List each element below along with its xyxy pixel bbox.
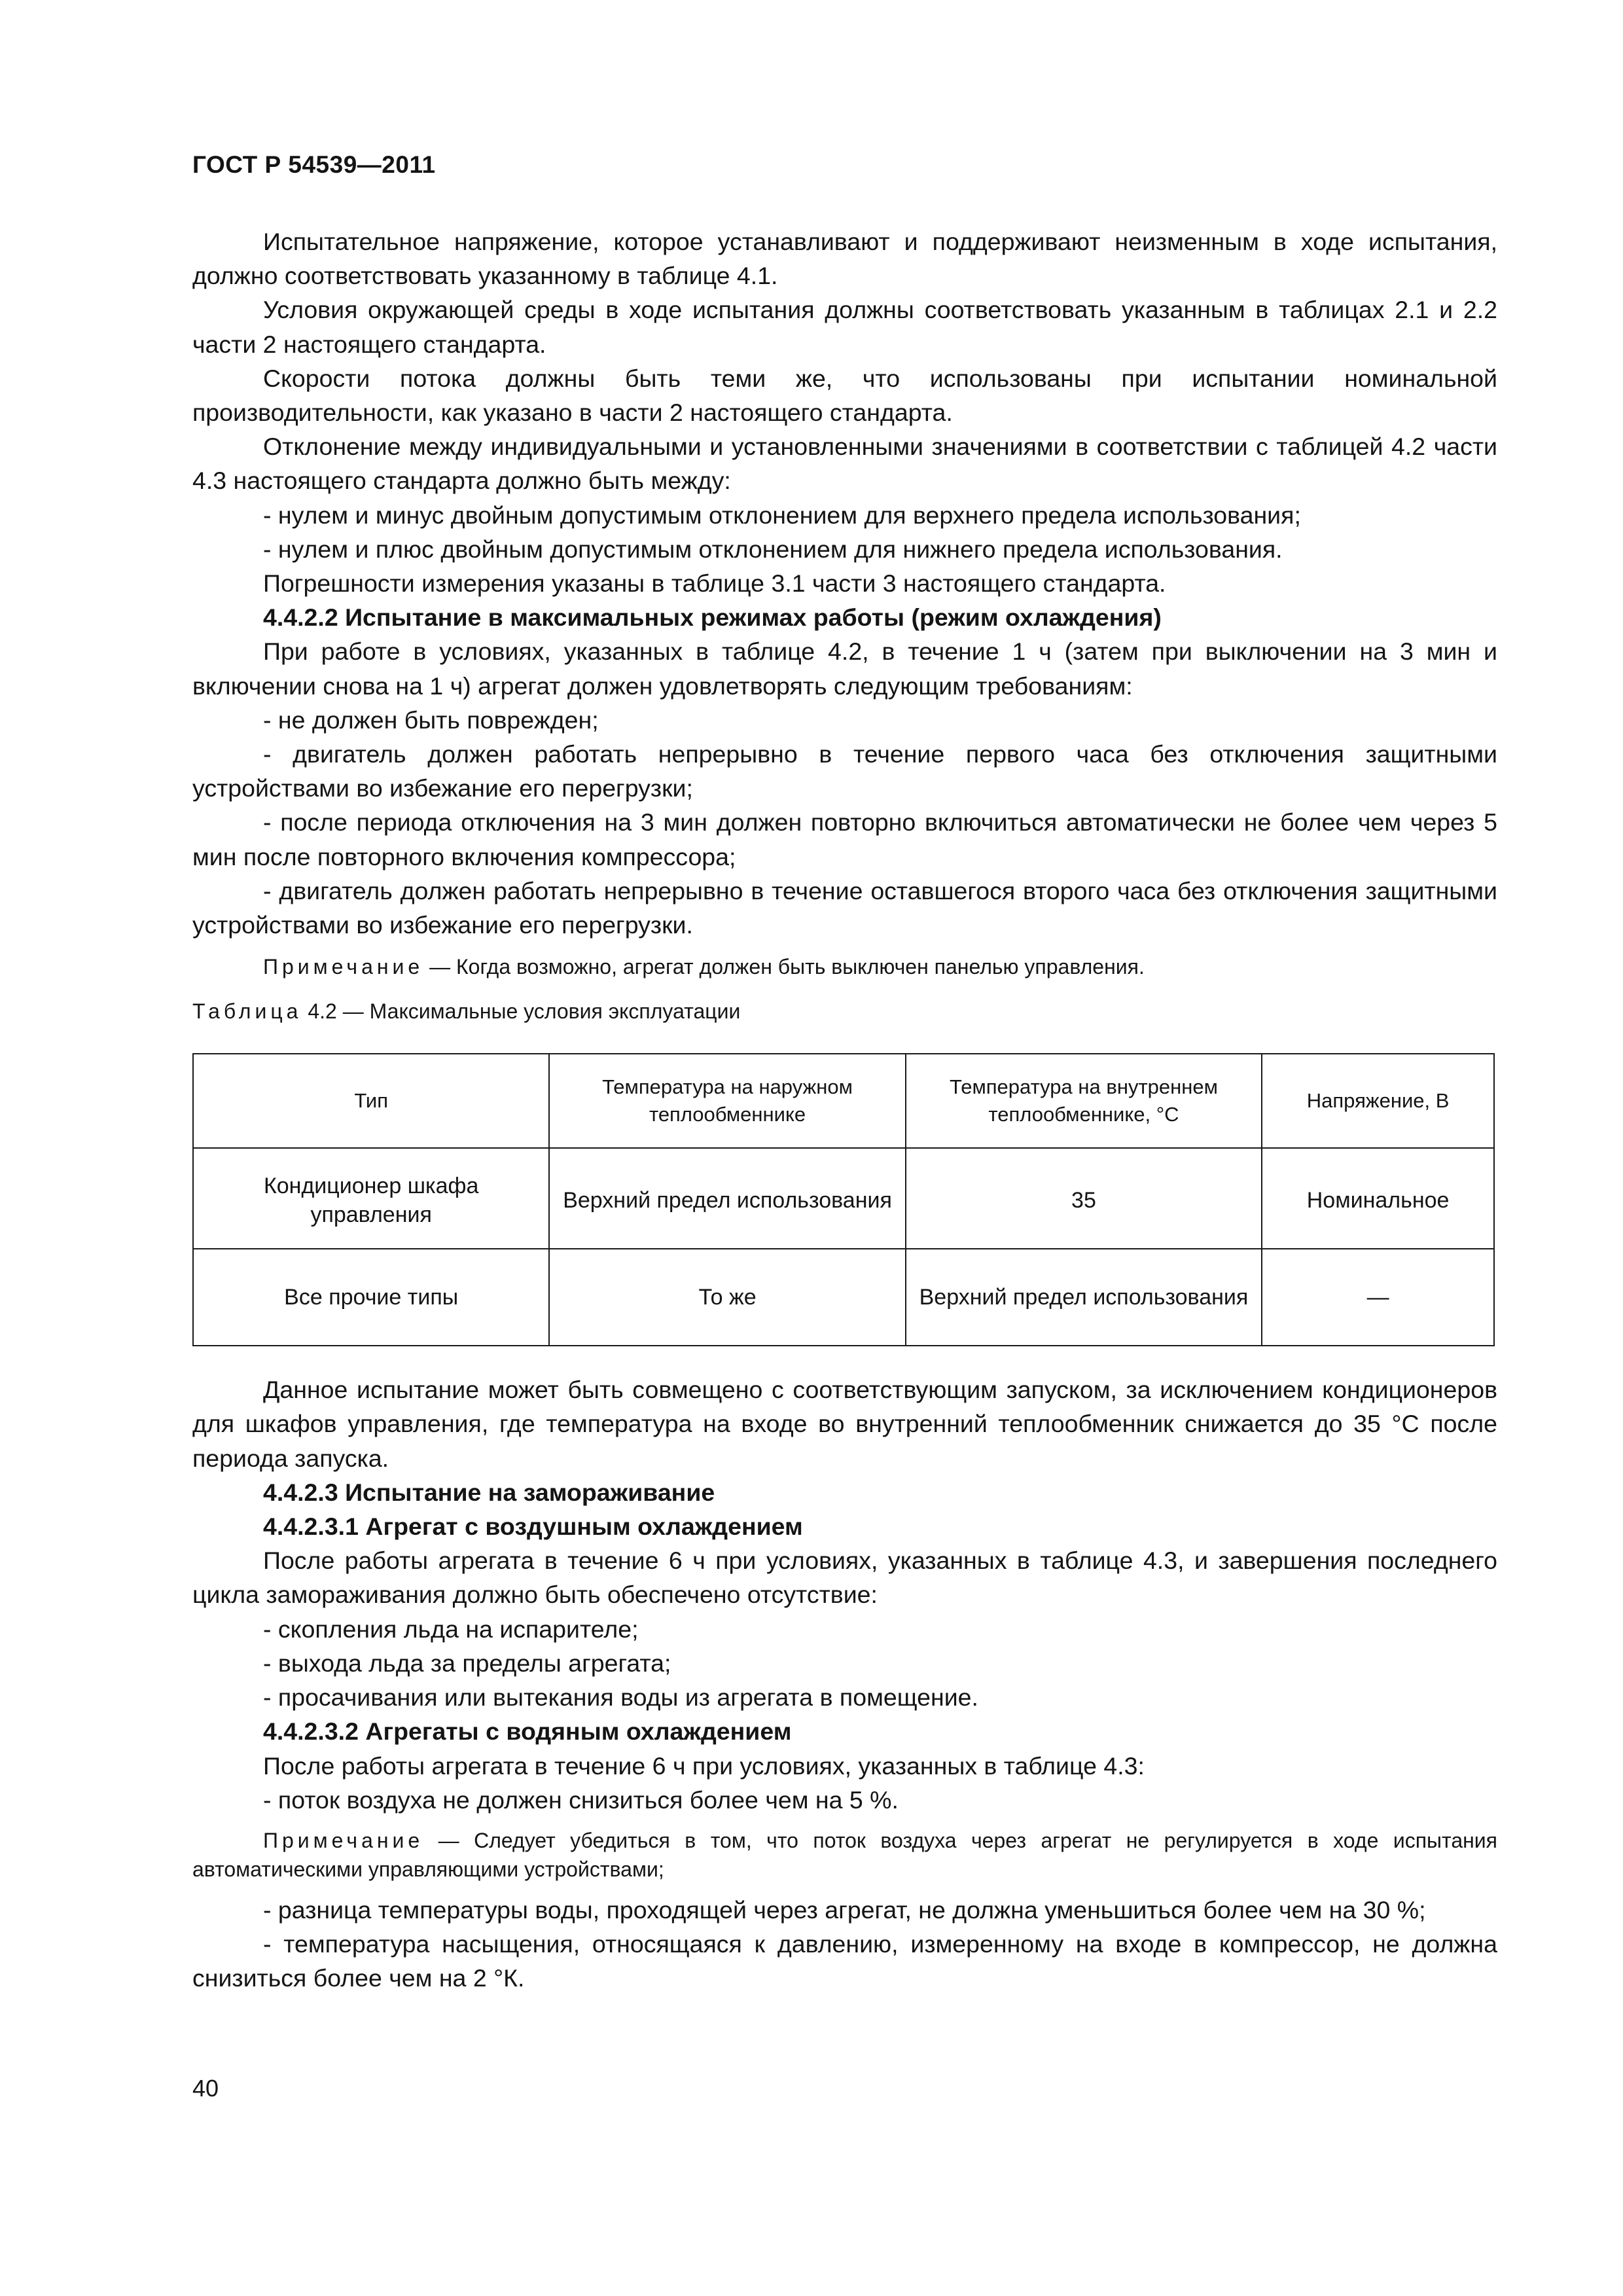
table-header-divider <box>193 1148 1494 1153</box>
note-text: — Когда возможно, агрегат должен быть выключен панелью управления. <box>423 955 1145 979</box>
list-item: - после периода отключения на 3 мин должен повторно включиться автоматически не более чем через 5 мин после повторного включения компрессора; <box>192 808 1497 870</box>
paragraph: При работе в условиях, указанных в таблице 4.2, в течение 1 ч (затем при выключении на 3 мин и включении снова на 1 ч) агрегат должен удовлетворять следующим требованиям: <box>192 637 1497 700</box>
paragraph: После работы агрегата в течение 6 ч при условиях, указанных в таблице 4.3: <box>263 1751 1145 1780</box>
table-header-cell: Температура на внутреннем теплообменнике, °С <box>906 1054 1262 1148</box>
page-body <box>192 224 1497 1996</box>
table-cell: 35 <box>906 1153 1262 1249</box>
paragraph: Испытательное напряжение, которое устанавливают и поддерживают неизменным в ходе испытания, должно соответствовать указанному в таблице 4.1. <box>192 228 1497 290</box>
list-item: - температура насыщения, относящаяся к давлению, измеренному на входе в компрессор, не должна снизиться более чем на 2 °К. <box>192 1930 1497 1992</box>
list-item: - просачивания или вытекания воды из агрегата в помещение. <box>263 1683 978 1712</box>
table-header-cell: Тип <box>193 1054 549 1148</box>
table-row <box>193 1249 1494 1346</box>
document-header: ГОСТ Р 54539—2011 <box>192 151 436 178</box>
list-item: - двигатель должен работать непрерывно в течение первого часа без отключения защитными устройствами во избежание его перегрузки; <box>192 740 1497 802</box>
list-item: - разница температуры воды, проходящей через агрегат, не должна уменьшиться более чем на 30 %; <box>263 1895 1426 1924</box>
paragraph: Погрешности измерения указаны в таблице 3.1 части 3 настоящего стандарта. <box>263 569 1166 598</box>
table-cell: Номинальное <box>1262 1153 1494 1249</box>
table-caption <box>192 997 1497 1026</box>
section-heading-4-4-2-3-1: 4.4.2.3.1 Агрегат с воздушным охлаждением <box>263 1513 803 1541</box>
table-header-cell: Температура на наружном теплообменнике <box>549 1054 905 1148</box>
list-item: - скопления льда на испарителе; <box>263 1615 639 1643</box>
table-cell: Кондиционер шкафа управления <box>193 1153 549 1249</box>
table-header-cell: Напряжение, В <box>1262 1054 1494 1148</box>
list-item: - выхода льда за пределы агрегата; <box>263 1649 671 1677</box>
note-label: Примечание <box>263 1828 424 1852</box>
list-item: - поток воздуха не должен снизиться более чем на 5 %. <box>263 1785 899 1814</box>
table-cell: Верхний предел использования <box>906 1249 1262 1346</box>
table-cell: То же <box>549 1249 905 1346</box>
conditions-table <box>192 1053 1495 1346</box>
table-cell: Верхний предел использования <box>549 1153 905 1249</box>
table-header-row <box>193 1054 1494 1148</box>
list-item: - не должен быть поврежден; <box>263 706 599 734</box>
list-item: - нулем и плюс двойным допустимым отклонением для нижнего предела использования. <box>263 535 1283 563</box>
paragraph: Условия окружающей среды в ходе испытания должны соответствовать указанным в таблицах 2.1 и 2.2 части 2 настоящего стандарта. <box>192 296 1497 358</box>
list-item: - двигатель должен работать непрерывно в течение оставшегося второго часа без отключения защитными устройствами во избежание его перегрузки. <box>192 876 1497 939</box>
note-label: Примечание <box>263 955 424 979</box>
table-caption-text: 4.2 — Максимальные условия эксплуатации <box>302 999 741 1024</box>
paragraph: Данное испытание может быть совмещено с соответствующим запуском, за исключением кондиционеров для шкафов управления, где температура на входе во внутренний теплообменник снижается до 35 °С после периода запуска. <box>192 1376 1497 1472</box>
table-cell: Все прочие типы <box>193 1249 549 1346</box>
table-caption-label: Таблица <box>192 999 302 1024</box>
note-text: — Следует убедиться в том, что поток воздуха через агрегат не регулируется в ходе испытания автоматическими управляющими устройствами; <box>192 1828 1497 1881</box>
paragraph: Скорости потока должны быть теми же, что использованы при испытании номинальной производительности, как указано в части 2 настоящего стандарта. <box>192 364 1497 427</box>
section-heading-4-4-2-3: 4.4.2.3 Испытание на замораживание <box>263 1478 715 1506</box>
page-number: 40 <box>192 2075 219 2102</box>
note <box>192 952 1497 981</box>
list-item: - нулем и минус двойным допустимым отклонением для верхнего предела использования; <box>263 501 1301 529</box>
table-cell: — <box>1262 1249 1494 1346</box>
note <box>192 1826 1497 1884</box>
section-heading-4-4-2-2: 4.4.2.2 Испытание в максимальных режимах работы (режим охлаждения) <box>263 603 1162 632</box>
section-heading-4-4-2-3-2: 4.4.2.3.2 Агрегаты с водяным охлаждением <box>263 1717 792 1746</box>
paragraph: После работы агрегата в течение 6 ч при условиях, указанных в таблице 4.3, и завершения последнего цикла замораживания должно быть обеспечено отсутствие: <box>192 1547 1497 1609</box>
table-row <box>193 1153 1494 1249</box>
paragraph: Отклонение между индивидуальными и установленными значениями в соответствии с таблицей 4.2 части 4.3 настоящего стандарта должно быть между: <box>192 433 1497 495</box>
